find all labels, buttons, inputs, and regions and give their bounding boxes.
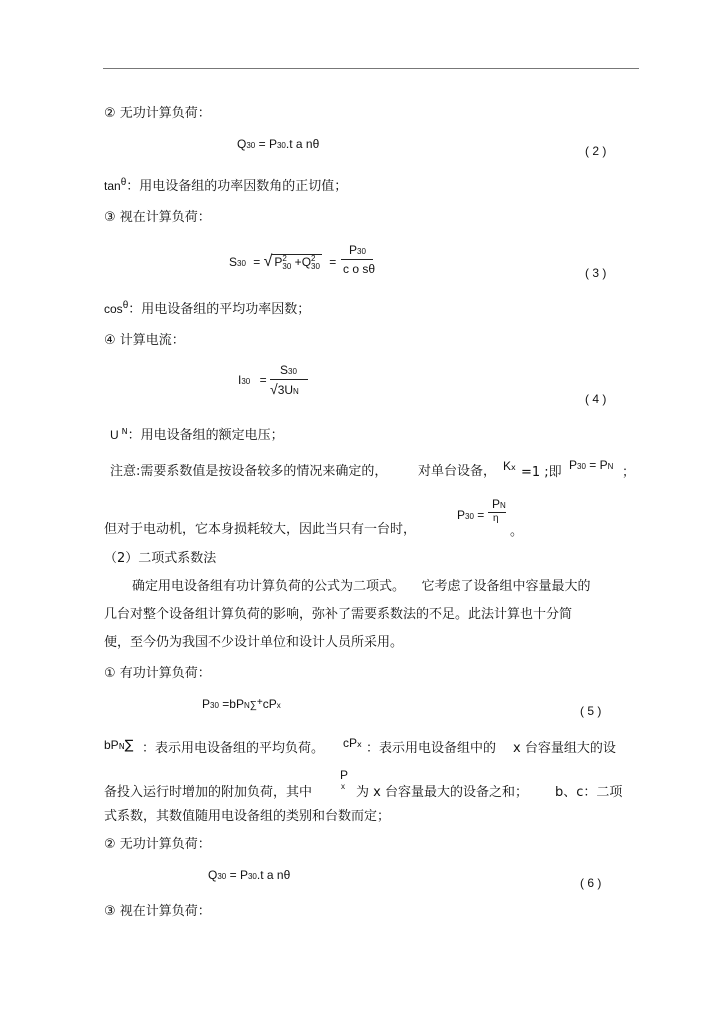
eq6-p: P [239,868,248,882]
eq5-b: bP [229,697,244,711]
equation-5 [202,697,281,711]
note-k [503,458,516,476]
cpx-text-2: x 台容量组大的设 [513,741,616,756]
coef-line: 式系数，其数值随用电设备组的类别和台数而定； [104,809,391,824]
note-eq: = [589,458,597,472]
eq3-frac-line [341,259,373,260]
equation-6 [208,868,290,882]
eq6-eq: = [229,868,237,882]
note-semicolon: ； [622,465,636,480]
note-k-eq: =1 ;即 [521,465,562,480]
eq5-lhs: P [202,697,211,711]
tan-definition [104,178,347,196]
eq3-q: Q [301,255,312,269]
eq2-rest: .t a n [285,137,313,151]
reactive-label: ② 无功计算负荷： [104,106,211,121]
tan-text: ：用电设备组的功率因数角的正切值； [126,179,348,194]
eq6-lhs-sub: 30 [217,872,227,881]
cos-text: ：用电设备组的平均功率因数； [128,302,311,317]
eq4-num-s: S [280,363,289,377]
eq2-lhs: Q [237,137,247,151]
cpx-text: ：表示用电设备组中的 [366,741,497,756]
eq2-p-sub: 30 [276,141,286,150]
un-definition [110,427,284,445]
motor-frac-num [492,497,506,511]
eq3-frac-den-theta: θ [368,262,376,276]
px-sub: x [341,782,346,791]
cpx-c-sub: x [357,740,362,749]
eq2-lhs-sub: 30 [246,141,256,150]
section-title: （2）二项式系数法 [104,551,217,566]
eq6-p-sub: 30 [247,872,257,881]
apparent-label: ③ 视在计算负荷： [104,210,211,225]
eq4-frac-den [270,381,299,397]
bpn-symbol [104,737,133,755]
eq3-lhs-sub: 30 [237,259,246,268]
eq3-number: ( 3 ) [585,266,607,280]
eq5-number: ( 5 ) [580,704,602,718]
tan-theta: θ [120,177,127,188]
eq2-eq: = [258,137,266,151]
para-line-3: 便，至今仍为我国不少设计单位和设计人员所采用。 [104,635,404,650]
motor-eq: = [477,508,485,522]
eq4-num-sub: 30 [288,367,297,376]
eq3-plus: + [294,255,302,269]
motor-end: 。 [510,524,524,539]
px-text-3: b、c：二项 [555,785,623,800]
bpn-sigma: ∑ [124,738,134,753]
eq5-lhs-sub: 30 [210,701,219,710]
note-pn: P [599,458,608,472]
eq4-lhs-sub: 30 [241,377,251,386]
eq3-p: P [274,255,283,269]
note-p-equation [569,458,613,472]
eq3-p-sup: 2 [282,253,287,263]
para-line-2: 几台对整个设备组计算负荷的影响，弥补了需要系数法的不足。此法计算也十分简 [104,607,573,622]
eq4-number: ( 4 ) [585,392,607,406]
note-k-sub: x [511,463,516,472]
eq6-rest: .t a n [256,868,284,882]
motor-text: 但对于电动机，它本身损耗较大，因此当只有一台时， [104,522,417,537]
eq4-den-sub: N [293,387,299,396]
eq4-eq: = [259,373,267,387]
note-p30: P [569,458,578,472]
eq3-p-sub: 30 [282,261,292,271]
eq3-eq-b: = [329,255,337,269]
px-p: P [340,768,349,782]
cpx-c: cP [343,736,358,750]
cos-definition [104,301,310,319]
eq2-theta: θ [312,137,320,151]
px-text-1: 备投入运行时增加的附加负荷，其中 [104,785,313,800]
sqrt-icon: √ [263,253,273,270]
cos-prefix: cos [104,302,123,316]
eq6-number: ( 6 ) [580,876,602,890]
bpn-b: bP [104,738,119,752]
motor-lhs [457,508,484,522]
eq6-theta: θ [283,868,291,882]
eq4-frac-line [270,379,308,380]
note-text: 注意:需要系数值是按设备较多的情况来确定的， [110,464,388,479]
eq3-radicand [272,254,322,269]
un-prefix-sub: N [121,427,128,436]
eq3-eq-a: = [253,255,261,269]
bpn-text: ：表示用电设备组的平均负荷。 [142,741,325,756]
px-text-2: 为 x 台容量最大的设备之和； [356,785,528,800]
bpn-b-sub: N [118,742,125,751]
equation-4 [238,373,267,387]
note-pn-sub: N [607,462,614,471]
apparent-label-2: ③ 视在计算负荷： [104,904,211,919]
eq3-frac-num-sub: 30 [357,247,366,256]
un-text: ：用电设备组的额定电压； [127,428,284,443]
eq5-plus: + [256,697,263,708]
eq6-lhs: Q [208,868,218,882]
note-k-letter: K [503,459,512,473]
eq4-lhs: I [238,373,242,387]
eq4-frac-num [280,363,297,377]
cpx-symbol [343,735,362,753]
eq3-q-sub: 30 [311,261,320,271]
eq5-c-sub: x [276,701,281,710]
tan-prefix: tan [104,179,121,193]
motor-p-sub: 30 [465,512,474,521]
motor-num: P [492,497,501,511]
eq5-eq: = [222,697,230,711]
eq3-frac-num-p: P [349,243,358,257]
para-line-1: 确定用电设备组有功计算负荷的公式为二项式。 它考虑了设备组中容量最大的 [132,579,591,594]
note-single-device: 对单台设备， [418,464,497,479]
header-rule [103,68,639,69]
current-label: ④ 计算电流： [104,333,185,348]
eq3-lhs: S [229,255,238,269]
eq5-c: cP [262,697,277,711]
eq4-den: 3U [277,383,294,397]
eq5-b-sub: N [243,701,250,710]
eq2-number: ( 2 ) [585,144,607,158]
eq3-frac-num [349,243,366,257]
un-prefix: U [110,428,119,442]
eq2-p: P [268,137,277,151]
eq3-frac-den [343,262,375,276]
cos-theta: θ [122,300,129,311]
sqrt-icon: √ [270,381,278,397]
eq3-q-sup: 2 [311,253,316,263]
px-symbol [340,768,352,791]
equation-3 [229,253,336,271]
motor-p: P [457,508,466,522]
equation-2 [237,137,319,151]
motor-num-sub: N [500,501,506,510]
eq3-frac-den-cos: c o s [343,262,369,276]
eq5-sigma: ∑ [249,700,257,711]
active-label: ① 有功计算负荷： [104,666,211,681]
note-p30-sub: 30 [577,462,586,471]
reactive-label-2: ② 无功计算负荷： [104,837,211,852]
motor-frac-den: η [493,513,499,524]
